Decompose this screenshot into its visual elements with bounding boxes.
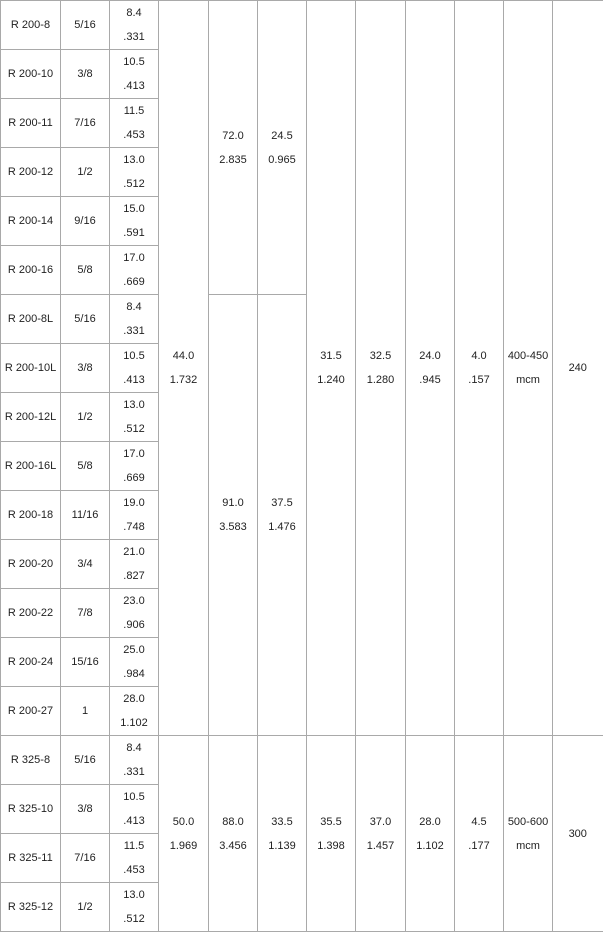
inch-value: 1.476: [268, 521, 296, 533]
dimension-cell: [110, 883, 159, 932]
dimension-cell: [110, 589, 159, 638]
dimension-cell: [110, 638, 159, 687]
inch-value: .512: [123, 913, 145, 925]
group200-range-cell: [504, 1, 553, 736]
model-cell: R 200-18: [1, 491, 61, 540]
inch-value: 1.732: [169, 374, 198, 386]
group325-d1-cell: [159, 736, 209, 932]
group200-value-cell: 240: [553, 1, 603, 736]
inch-value: .157: [468, 374, 490, 386]
inch-value: .669: [123, 276, 145, 288]
inch-value: 1.102: [416, 839, 444, 852]
size-cell: 7/16: [61, 99, 110, 148]
inch-value: 1.969: [169, 839, 198, 852]
model-cell: R 200-10: [1, 50, 61, 99]
size-cell: 1/2: [61, 883, 110, 932]
inch-value: .669: [123, 472, 145, 484]
inch-value: .331: [123, 325, 145, 337]
dimension-cell: [110, 834, 159, 883]
range-value: 400-450: [507, 350, 549, 362]
range-unit: mcm: [516, 839, 540, 852]
mm-value: 10.5: [123, 350, 145, 362]
dimension-cell: [110, 393, 159, 442]
mm-value: 24.0: [419, 350, 441, 362]
size-cell: 9/16: [61, 197, 110, 246]
mm-value: 37.0: [369, 815, 392, 828]
mm-value: 17.0: [123, 252, 145, 264]
inch-value: 1.102: [120, 717, 148, 729]
table-row: [1, 1, 603, 50]
group200-sub-b-d3-cell: [258, 295, 307, 736]
model-cell: R 325-12: [1, 883, 61, 932]
dimension-cell: [110, 344, 159, 393]
model-cell: R 200-8L: [1, 295, 61, 344]
size-cell: 5/8: [61, 246, 110, 295]
model-cell: R 200-12L: [1, 393, 61, 442]
mm-value: 8.4: [126, 742, 142, 754]
size-cell: 5/8: [61, 442, 110, 491]
group325-d2-cell: [209, 736, 258, 932]
inch-value: .331: [123, 31, 145, 43]
inch-value: 3.456: [219, 839, 247, 852]
size-cell: 1/2: [61, 393, 110, 442]
model-cell: R 325-11: [1, 834, 61, 883]
group200-d4-cell: [307, 1, 356, 736]
model-cell: R 200-20: [1, 540, 61, 589]
range-value: 500-600: [507, 815, 549, 828]
model-cell: R 200-12: [1, 148, 61, 197]
inch-value: 3.583: [219, 521, 247, 533]
mm-value: 11.5: [123, 840, 145, 852]
group200-sub-a-d3-cell: [258, 1, 307, 295]
group325-value-cell: 300: [553, 736, 603, 932]
model-cell: R 325-10: [1, 785, 61, 834]
group200-sub-b-d2-cell: [209, 295, 258, 736]
inch-value: .984: [123, 668, 145, 680]
table-row: [1, 736, 603, 785]
size-cell: 7/16: [61, 834, 110, 883]
mm-value: 37.5: [271, 497, 293, 509]
range-unit: mcm: [516, 374, 540, 386]
group325-d3-cell: [258, 736, 307, 932]
model-cell: R 200-14: [1, 197, 61, 246]
size-cell: 5/16: [61, 736, 110, 785]
mm-value: 15.0: [123, 203, 145, 215]
inch-value: .453: [123, 864, 145, 876]
size-cell: 3/8: [61, 50, 110, 99]
size-cell: 5/16: [61, 295, 110, 344]
group200-d1-cell: [159, 1, 209, 736]
mm-value: 44.0: [172, 350, 195, 362]
mm-value: 23.0: [123, 595, 145, 607]
group200-sub-a-d2-cell: [209, 1, 258, 295]
mm-value: 28.0: [419, 815, 441, 828]
dimension-cell: [110, 197, 159, 246]
mm-value: 8.4: [126, 7, 142, 19]
mm-value: 19.0: [123, 497, 145, 509]
dimension-cell: [110, 295, 159, 344]
model-cell: R 200-22: [1, 589, 61, 638]
model-cell: R 200-24: [1, 638, 61, 687]
dimension-cell: [110, 491, 159, 540]
inch-value: .413: [123, 374, 145, 386]
group200-d7-cell: [455, 1, 504, 736]
inch-value: .906: [123, 619, 145, 631]
mm-value: 11.5: [123, 105, 145, 117]
size-cell: 3/8: [61, 344, 110, 393]
size-cell: 3/4: [61, 540, 110, 589]
inch-value: .413: [123, 815, 145, 827]
dimension-cell: [110, 99, 159, 148]
size-cell: 11/16: [61, 491, 110, 540]
dimension-cell: [110, 50, 159, 99]
dimension-cell: [110, 785, 159, 834]
dimension-cell: [110, 540, 159, 589]
group325-d7-cell: [455, 736, 504, 932]
inch-value: 2.835: [219, 153, 247, 166]
mm-value: 13.0: [123, 154, 145, 166]
inch-value: 0.965: [268, 153, 296, 166]
mm-value: 31.5: [320, 350, 342, 362]
group200-d6-cell: [406, 1, 455, 736]
group325-range-cell: [504, 736, 553, 932]
model-cell: R 200-8: [1, 1, 61, 50]
mm-value: 10.5: [123, 56, 145, 68]
mm-value: 17.0: [123, 448, 145, 460]
size-cell: 15/16: [61, 638, 110, 687]
size-cell: 5/16: [61, 1, 110, 50]
mm-value: 50.0: [172, 815, 195, 828]
mm-value: 32.5: [369, 350, 392, 362]
model-cell: R 200-16L: [1, 442, 61, 491]
inch-value: .331: [123, 766, 145, 778]
group200-d5-cell: [356, 1, 406, 736]
inch-value: .748: [123, 521, 145, 533]
dimension-cell: [110, 442, 159, 491]
group325-d4-cell: [307, 736, 356, 932]
inch-value: .512: [123, 178, 145, 190]
mm-value: 91.0: [222, 497, 244, 509]
inch-value: 1.398: [317, 839, 345, 852]
size-cell: 3/8: [61, 785, 110, 834]
mm-value: 88.0: [222, 815, 244, 828]
dimension-cell: [110, 1, 159, 50]
inch-value: .512: [123, 423, 145, 435]
size-cell: 1: [61, 687, 110, 736]
model-cell: R 200-10L: [1, 344, 61, 393]
size-cell: 7/8: [61, 589, 110, 638]
inch-value: .453: [123, 129, 145, 141]
mm-value: 13.0: [123, 889, 145, 901]
mm-value: 10.5: [123, 791, 145, 803]
dimension-cell: [110, 687, 159, 736]
inch-value: .413: [123, 80, 145, 92]
model-cell: R 325-8: [1, 736, 61, 785]
mm-value: 21.0: [123, 546, 145, 558]
model-cell: R 200-16: [1, 246, 61, 295]
dimension-cell: [110, 246, 159, 295]
mm-value: 24.5: [271, 129, 293, 142]
model-cell: R 200-11: [1, 99, 61, 148]
mm-value: 4.5: [471, 815, 487, 828]
mm-value: 28.0: [123, 693, 145, 705]
inch-value: 1.139: [268, 839, 296, 852]
inch-value: 1.457: [366, 839, 395, 852]
mm-value: 35.5: [320, 815, 342, 828]
mm-value: 25.0: [123, 644, 145, 656]
inch-value: 1.280: [366, 374, 395, 386]
inch-value: .591: [123, 227, 145, 239]
dimension-cell: [110, 148, 159, 197]
spec-table-body: [1, 1, 603, 932]
group325-d6-cell: [406, 736, 455, 932]
dimension-cell: [110, 736, 159, 785]
model-cell: R 200-27: [1, 687, 61, 736]
group325-d5-cell: [356, 736, 406, 932]
mm-value: 72.0: [222, 129, 244, 142]
inch-value: .945: [419, 374, 441, 386]
inch-value: 1.240: [317, 374, 345, 386]
mm-value: 8.4: [126, 301, 142, 313]
mm-value: 4.0: [471, 350, 487, 362]
mm-value: 13.0: [123, 399, 145, 411]
inch-value: .827: [123, 570, 145, 582]
mm-value: 33.5: [271, 815, 293, 828]
inch-value: .177: [468, 839, 490, 852]
size-cell: 1/2: [61, 148, 110, 197]
